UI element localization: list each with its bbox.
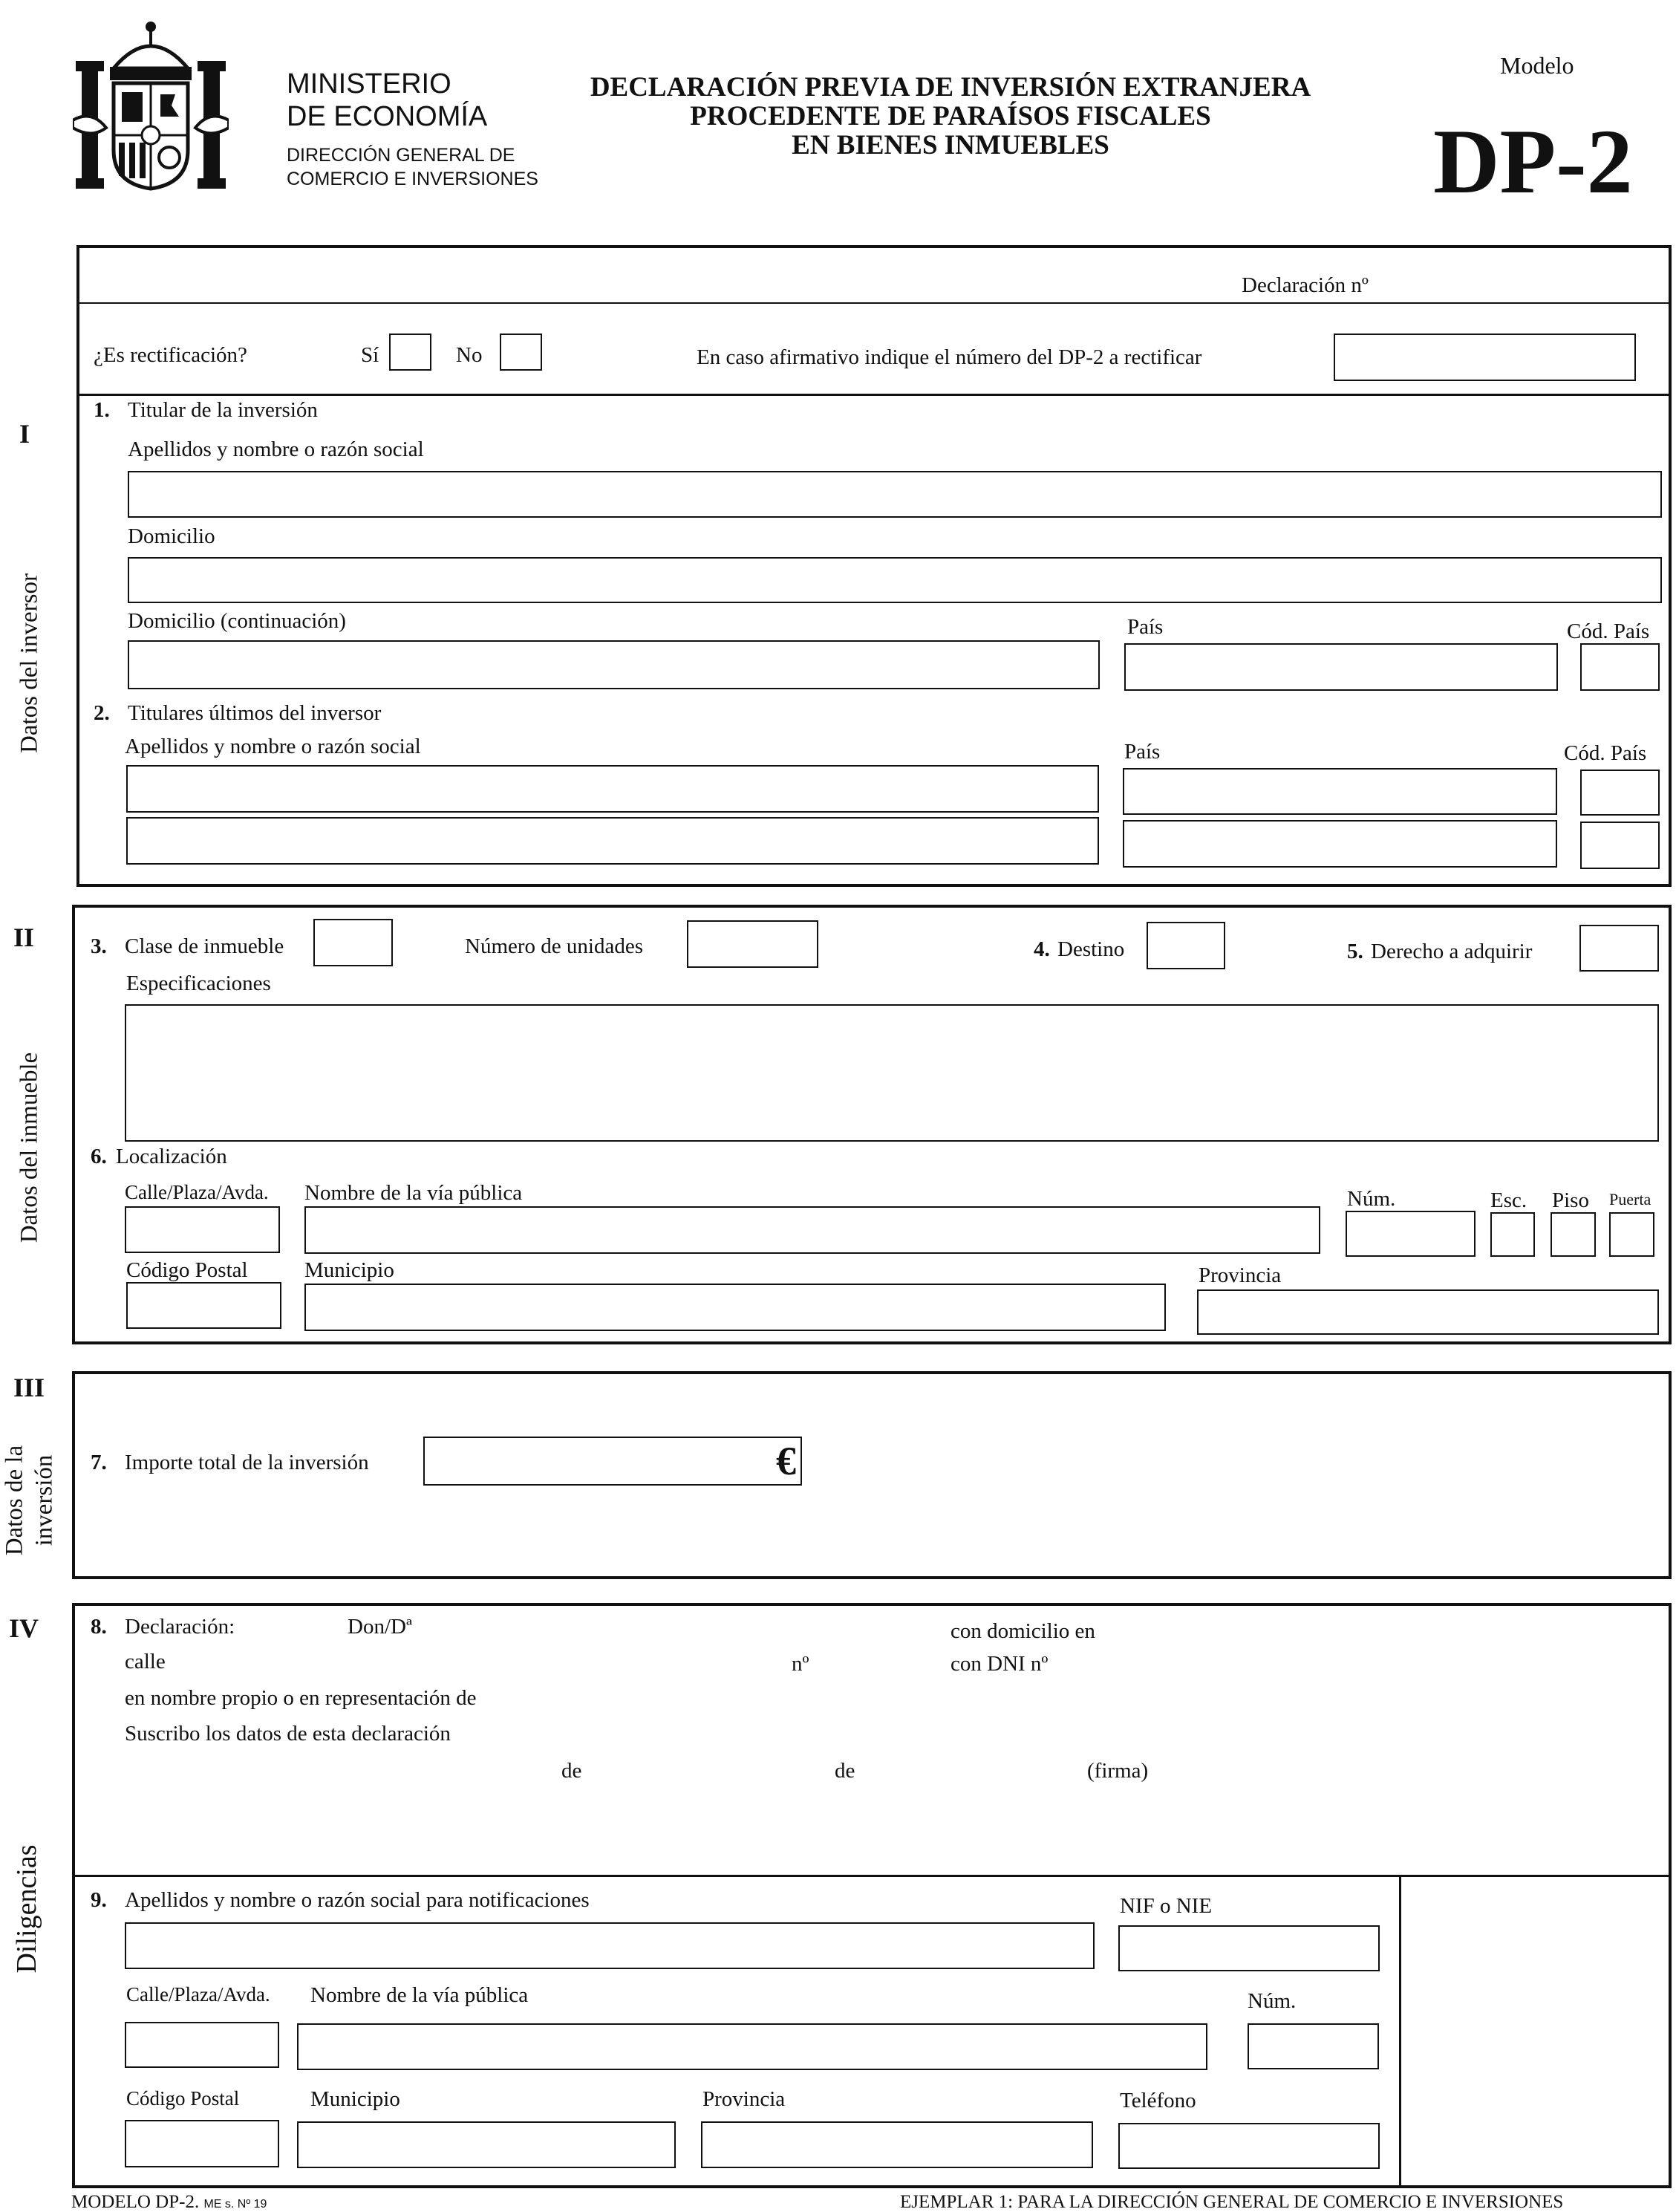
cod-pais2-label: Cód. País xyxy=(1564,741,1647,765)
q3-label: Clase de inmueble xyxy=(125,934,284,958)
footer-ejemplar: EJEMPLAR 1: PARA LA DIRECCIÓN GENERAL DE COMERCIO E INVERSIONES xyxy=(900,2192,1564,2212)
section-4-divider xyxy=(74,1875,1670,1877)
piso-input[interactable] xyxy=(1551,1212,1596,1257)
footer-model-small: ME s. Nº 19 xyxy=(203,2198,267,2211)
destino-input[interactable] xyxy=(1147,922,1225,969)
declaracion-label: Declaración nº xyxy=(1242,273,1369,297)
suscribo-label: Suscribo los datos de esta declaración xyxy=(125,1722,451,1746)
con-domicilio-label: con domicilio en xyxy=(951,1619,1095,1643)
puerta-input[interactable] xyxy=(1609,1212,1654,1257)
unidades-label: Número de unidades xyxy=(465,934,643,958)
q6-label: Localización xyxy=(116,1145,227,1168)
calle-label-8: calle xyxy=(125,1650,166,1673)
modelo-label: Modelo xyxy=(1500,52,1574,79)
domicilio-input[interactable] xyxy=(128,557,1662,603)
cp-label-9: Código Postal xyxy=(126,2087,240,2109)
section-4-side-label: Diligencias xyxy=(11,1844,42,1974)
de1-label: de xyxy=(561,1759,582,1783)
calle-tipo-input-9[interactable] xyxy=(125,2022,279,2068)
importe-input[interactable] xyxy=(423,1437,802,1486)
titular-ultimo-2-input[interactable] xyxy=(126,817,1099,865)
q5-number: 5. xyxy=(1347,940,1363,963)
euro-icon: € xyxy=(776,1439,796,1483)
section-1-roman: I xyxy=(19,419,30,449)
domicilio-cont-label: Domicilio (continuación) xyxy=(128,609,346,633)
apellidos-input[interactable] xyxy=(128,471,1662,518)
footer-model-code-text: MODELO DP-2. xyxy=(71,2192,200,2212)
section-4-roman: IV xyxy=(9,1613,39,1643)
coat-of-arms-icon xyxy=(73,16,229,195)
q1-number: 1. xyxy=(94,398,110,422)
q2-label: Titulares últimos del inversor xyxy=(128,701,382,725)
form-title-line2: PROCEDENTE DE PARAÍSOS FISCALES xyxy=(690,101,1211,131)
modelo-code: DP-2 xyxy=(1433,111,1633,212)
calle-label: Calle/Plaza/Avda. xyxy=(125,1181,269,1203)
top-divider-1 xyxy=(78,302,1670,304)
q5-label: Derecho a adquirir xyxy=(1371,940,1533,963)
top-divider-2 xyxy=(78,394,1670,396)
cp-input-9[interactable] xyxy=(125,2120,279,2167)
n-label: nº xyxy=(792,1652,809,1676)
form-title-line3: EN BIENES INMUEBLES xyxy=(792,130,1109,160)
via-input[interactable] xyxy=(304,1206,1320,1254)
notificaciones-nombre-input[interactable] xyxy=(125,1922,1095,1969)
provincia-input-9[interactable] xyxy=(701,2121,1093,2168)
cod-pais-input[interactable] xyxy=(1580,643,1660,691)
num-input-9[interactable] xyxy=(1248,2023,1379,2069)
titular-ultimo-2-pais-input[interactable] xyxy=(1123,820,1557,868)
domicilio-cont-input[interactable] xyxy=(128,640,1100,689)
via-label: Nombre de la vía pública xyxy=(304,1181,523,1205)
q8-number: 8. xyxy=(91,1615,107,1639)
firma-label: (firma) xyxy=(1087,1759,1149,1783)
q8-label: Declaración: xyxy=(125,1615,235,1639)
rectificacion-question: ¿Es rectificación? xyxy=(94,343,247,367)
via-label-9: Nombre de la vía pública xyxy=(310,1983,529,2007)
section-3-roman: III xyxy=(13,1373,45,1402)
pais2-label: País xyxy=(1124,740,1161,764)
q3-number: 3. xyxy=(91,934,107,958)
clase-inmueble-input[interactable] xyxy=(313,919,393,966)
ministry-line1: MINISTERIO xyxy=(287,68,451,100)
no-checkbox[interactable] xyxy=(500,334,542,371)
q4-label: Destino xyxy=(1057,937,1125,961)
form-title-line1: DECLARACIÓN PREVIA DE INVERSIÓN EXTRANJERA xyxy=(590,72,1311,103)
directorate-line1: DIRECCIÓN GENERAL DE xyxy=(287,145,515,166)
q9-number: 9. xyxy=(91,1888,107,1912)
municipio-input[interactable] xyxy=(304,1284,1166,1331)
footer-model-code xyxy=(71,2193,267,2211)
derecho-input[interactable] xyxy=(1579,925,1659,972)
section-1-side-label: Datos del inversor xyxy=(16,573,43,753)
don-label: Don/Dª xyxy=(348,1615,412,1639)
num-input[interactable] xyxy=(1346,1211,1476,1257)
si-label: Sí xyxy=(361,343,379,367)
section-3-side-label xyxy=(1,1426,68,1575)
nif-label: NIF o NIE xyxy=(1120,1894,1213,1918)
si-checkbox[interactable] xyxy=(389,334,431,371)
section-3-side-label-line1: Datos de la xyxy=(1,1445,28,1556)
q7-number: 7. xyxy=(91,1451,107,1474)
dp2-rectificar-input[interactable] xyxy=(1334,334,1636,381)
telefono-input[interactable] xyxy=(1118,2123,1380,2169)
titular-ultimo-1-cod-input[interactable] xyxy=(1580,770,1660,816)
titular-ultimo-1-pais-input[interactable] xyxy=(1123,768,1557,815)
apellidos-label: Apellidos y nombre o razón social xyxy=(128,437,424,461)
ministry-line2: DE ECONOMÍA xyxy=(287,101,488,132)
cod-pais-label: Cód. País xyxy=(1567,619,1650,643)
nif-input[interactable] xyxy=(1118,1925,1380,1971)
municipio-input-9[interactable] xyxy=(297,2121,676,2168)
q9-label: Apellidos y nombre o razón social para notificaciones xyxy=(125,1888,590,1912)
provincia-label: Provincia xyxy=(1199,1263,1282,1287)
no-label: No xyxy=(456,343,483,367)
q4-number: 4. xyxy=(1034,937,1050,961)
titular-ultimo-2-cod-input[interactable] xyxy=(1580,822,1660,869)
provincia-input[interactable] xyxy=(1197,1289,1659,1335)
esc-input[interactable] xyxy=(1490,1212,1535,1257)
especificaciones-label: Especificaciones xyxy=(126,972,271,995)
section-3-side-label-line2: inversión xyxy=(30,1454,58,1546)
section-2-side-label: Datos del inmueble xyxy=(16,1052,43,1243)
telefono-label: Teléfono xyxy=(1120,2089,1196,2112)
cp-input[interactable] xyxy=(126,1282,281,1329)
apellidos2-label: Apellidos y nombre o razón social xyxy=(125,735,421,758)
especificaciones-input[interactable] xyxy=(125,1004,1659,1142)
section-2-roman: II xyxy=(13,923,35,952)
esc-label: Esc. xyxy=(1490,1188,1527,1212)
pais-input[interactable] xyxy=(1124,643,1558,691)
domicilio-label: Domicilio xyxy=(128,524,215,548)
q1-label: Titular de la inversión xyxy=(128,398,318,422)
municipio-label: Municipio xyxy=(304,1258,394,1282)
con-dni-label: con DNI nº xyxy=(951,1652,1049,1676)
section-4-vertical-divider xyxy=(1399,1875,1401,2187)
municipio-label-9: Municipio xyxy=(310,2087,400,2111)
pais-label: País xyxy=(1127,615,1164,639)
q7-label: Importe total de la inversión xyxy=(125,1451,369,1474)
via-input-9[interactable] xyxy=(297,2023,1207,2070)
q2-number: 2. xyxy=(94,701,110,725)
de2-label: de xyxy=(835,1759,855,1783)
cp-label: Código Postal xyxy=(126,1258,248,1282)
puerta-label: Puerta xyxy=(1609,1190,1651,1209)
calle-label-9: Calle/Plaza/Avda. xyxy=(126,1983,270,2006)
form-title xyxy=(579,73,1322,160)
piso-label: Piso xyxy=(1552,1188,1589,1212)
directorate-line2: COMERCIO E INVERSIONES xyxy=(287,169,538,189)
unidades-input[interactable] xyxy=(687,920,818,968)
titular-ultimo-1-input[interactable] xyxy=(126,765,1099,813)
calle-tipo-input[interactable] xyxy=(125,1206,280,1253)
num-label: Núm. xyxy=(1347,1187,1396,1211)
q6-number: 6. xyxy=(91,1145,107,1168)
section-3-frame xyxy=(72,1371,1672,1579)
nombre-propio-label: en nombre propio o en representación de xyxy=(125,1686,477,1710)
num-label-9: Núm. xyxy=(1248,1989,1297,2013)
provincia-label-9: Provincia xyxy=(702,2087,786,2111)
afirmativo-label: En caso afirmativo indique el número del DP-2 a rectificar xyxy=(697,345,1202,369)
